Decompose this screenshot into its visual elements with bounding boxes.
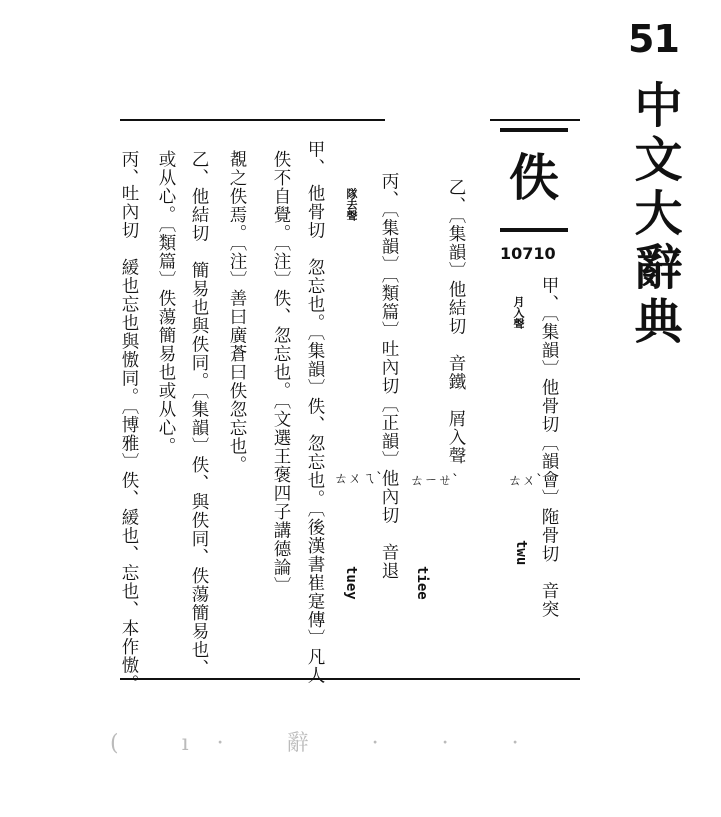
definition-b-line2: 或从心。〔類篇〕佚蕩簡易也或从心。 [156, 150, 176, 456]
reading-b-roman: tiee [414, 566, 430, 600]
scan-artifacts: ( ı· 辭 · · · [110, 731, 547, 756]
top-rule-right [490, 119, 580, 121]
reading-b: 乙、〔集韻〕他結切 音鐵 屑入聲 [446, 178, 466, 466]
definition-a-line1: 他骨切 忽忘也。〔集韻〕佚、忽忘也。〔後漢書崔寔傳〕凡人 [305, 184, 325, 685]
definition-b-line1: 乙、他結切 簡易也與佚同。〔集韻〕佚、與佚同、佚蕩簡易也、 [189, 150, 209, 678]
definition-a-line2: 佚不自覺。〔注〕佚、忽忘也。〔文選王褒四子講德論〕 [271, 150, 291, 595]
definition-a-line3: 覩之佚焉。〔注〕善曰廣蒼曰佚忽忘也。 [227, 150, 247, 475]
top-rule-left [120, 119, 385, 121]
headword-code: 10710 [500, 244, 556, 263]
reading-c-zhuyin: ㄊㄨㄟˋ [334, 471, 383, 487]
reading-c-tone: 隊去聲 [345, 188, 358, 221]
definition-c-line1: 吐內切 緩也忘也與慠同。〔博雅〕佚、緩也、忘也、本作慠。 [119, 184, 139, 694]
bottom-rule [120, 678, 580, 680]
dictionary-title: 中文大辭典 [626, 80, 682, 350]
reading-c: 丙、〔集韻〕〔類篇〕吐內切〔正韻〕他內切 音退 [379, 172, 399, 580]
reading-b-zhuyin: ㄊㄧㄝˋ [410, 473, 459, 489]
reading-a-roman: twu [513, 540, 529, 566]
reading-a-zhuyin: ㄊㄨˋ [508, 473, 543, 489]
reading-a-tone: 月入聲 [512, 296, 525, 329]
headword-character: 佚 [509, 148, 559, 207]
definition-c-label: 丙、 [119, 150, 139, 187]
bracket-bottom [500, 228, 568, 232]
definition-a-label: 甲、 [305, 140, 325, 177]
page-number: 51 [628, 17, 679, 61]
reading-a: 甲、〔集韻〕他骨切〔韻會〕陁骨切 音突 [539, 276, 559, 619]
reading-c-roman: tuey [343, 566, 359, 600]
bracket-top [500, 128, 568, 132]
